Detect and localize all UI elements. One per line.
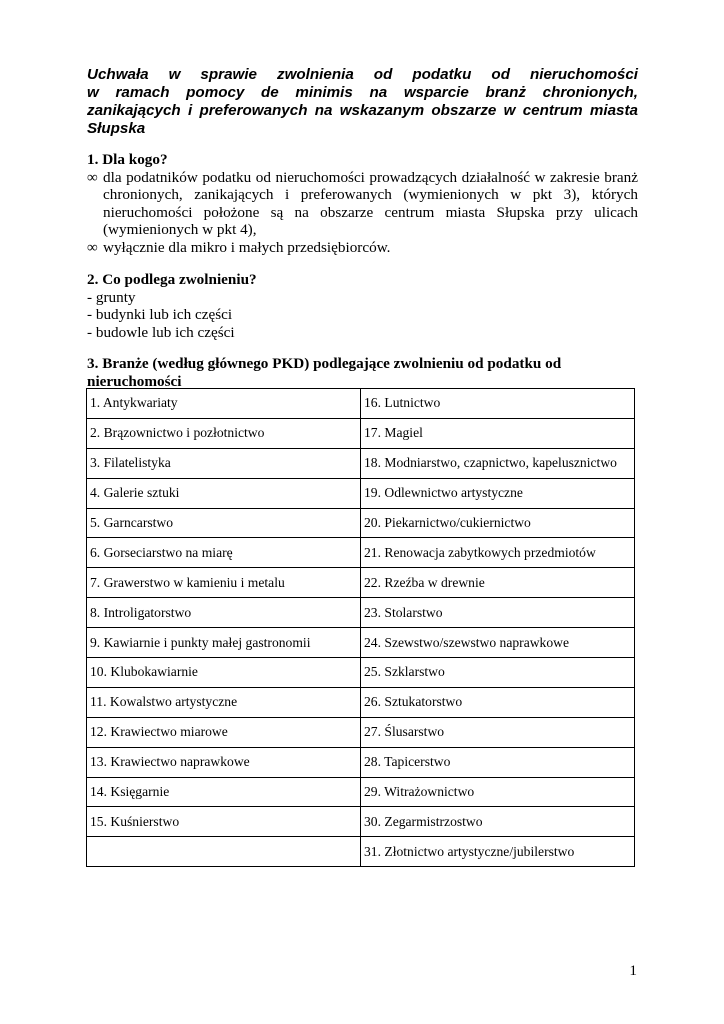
infinity-bullet-icon: ∞ — [87, 238, 98, 256]
table-cell: 28. Tapicerstwo — [361, 747, 635, 777]
table-cell: 30. Zegarmistrzostwo — [361, 807, 635, 837]
branches-table — [86, 388, 635, 867]
table-row — [87, 747, 635, 777]
table-cell: 15. Kuśnierstwo — [87, 807, 361, 837]
bullet-line: dla podatników podatku od nieruchomości prowadzących działalność w zakresie branż — [103, 168, 638, 186]
table-row — [87, 807, 635, 837]
table-row — [87, 448, 635, 478]
table-cell: 26. Sztukatorstwo — [361, 687, 635, 717]
table-cell: 4. Galerie sztuki — [87, 478, 361, 508]
table-row — [87, 717, 635, 747]
table-cell: 18. Modniarstwo, czapnictwo, kapelusznictwo — [361, 448, 635, 478]
list-item: - grunty — [87, 288, 136, 306]
table-cell: 13. Krawiectwo naprawkowe — [87, 747, 361, 777]
table-cell: 23. Stolarstwo — [361, 598, 635, 628]
table-cell: 1. Antykwariaty — [87, 389, 361, 419]
table-cell: 12. Krawiectwo miarowe — [87, 717, 361, 747]
table-row — [87, 837, 635, 867]
title-line: Uchwała w sprawie zwolnienia od podatku od nieruchomości — [87, 66, 638, 83]
bullet-line: wyłącznie dla mikro i małych przedsiębiorców. — [103, 238, 391, 256]
table-cell: 24. Szewstwo/szewstwo naprawkowe — [361, 628, 635, 658]
table-row — [87, 538, 635, 568]
table-cell: 11. Kowalstwo artystyczne — [87, 687, 361, 717]
bullet-line: nieruchomości położone są na obszarze centrum miasta Słupska przy ulicach — [103, 203, 638, 221]
table-cell: 17. Magiel — [361, 418, 635, 448]
page-number: 1 — [629, 962, 637, 979]
list-item: - budowle lub ich części — [87, 323, 235, 341]
bullet-line: (wymienionych w pkt 4), — [103, 221, 257, 238]
table-cell: 10. Klubokawiarnie — [87, 658, 361, 688]
table-cell — [87, 837, 361, 867]
table-cell: 29. Witrażownictwo — [361, 777, 635, 807]
table-cell: 31. Złotnictwo artystyczne/jubilerstwo — [361, 837, 635, 867]
table-row — [87, 658, 635, 688]
table-cell: 2. Brązownictwo i pozłotnictwo — [87, 418, 361, 448]
table-row — [87, 568, 635, 598]
title-line: Słupska — [87, 120, 146, 137]
table-row — [87, 777, 635, 807]
table-row — [87, 389, 635, 419]
table-row — [87, 687, 635, 717]
table-row — [87, 508, 635, 538]
bullet-line: chronionych, zanikających i preferowanych (wymienionych w pkt 3), których — [103, 186, 638, 203]
table-row — [87, 418, 635, 448]
section-who — [87, 151, 638, 256]
list-item: - budynki lub ich części — [87, 306, 233, 323]
section-branches — [87, 355, 638, 390]
table-cell: 22. Rzeźba w drewnie — [361, 568, 635, 598]
table-row — [87, 598, 635, 628]
table-cell: 8. Introligatorstwo — [87, 598, 361, 628]
table-cell: 9. Kawiarnie i punkty małej gastronomii — [87, 628, 361, 658]
table-cell: 7. Grawerstwo w kamieniu i metalu — [87, 568, 361, 598]
table-cell: 3. Filatelistyka — [87, 448, 361, 478]
table-row — [87, 478, 635, 508]
table-cell: 20. Piekarnictwo/cukiernictwo — [361, 508, 635, 538]
table-cell: 14. Księgarnie — [87, 777, 361, 807]
table-row — [87, 628, 635, 658]
section-what-heading: 2. Co podlega zwolnieniu? — [87, 271, 257, 288]
section-branches-heading: 3. Branże (według głównego PKD) podlegające zwolnieniu od podatku od nieruchomości — [87, 355, 562, 390]
title-line: zanikających i preferowanych na wskazanym obszarze w centrum miasta — [87, 102, 638, 119]
bullet-item — [87, 239, 638, 257]
table-cell: 19. Odlewnictwo artystyczne — [361, 478, 635, 508]
infinity-bullet-icon: ∞ — [87, 168, 98, 186]
table-cell: 5. Garncarstwo — [87, 508, 361, 538]
section-what — [87, 271, 638, 341]
table-cell: 6. Gorseciarstwo na miarę — [87, 538, 361, 568]
table-cell: 25. Szklarstwo — [361, 658, 635, 688]
table-cell: 16. Lutnictwo — [361, 389, 635, 419]
table-cell: 21. Renowacja zabytkowych przedmiotów — [361, 538, 635, 568]
document-title — [87, 66, 638, 138]
section-who-heading: 1. Dla kogo? — [87, 151, 168, 168]
bullet-item — [87, 169, 638, 239]
title-line: w ramach pomocy de minimis na wsparcie branż chronionych, — [87, 84, 638, 101]
table-cell: 27. Ślusarstwo — [361, 717, 635, 747]
